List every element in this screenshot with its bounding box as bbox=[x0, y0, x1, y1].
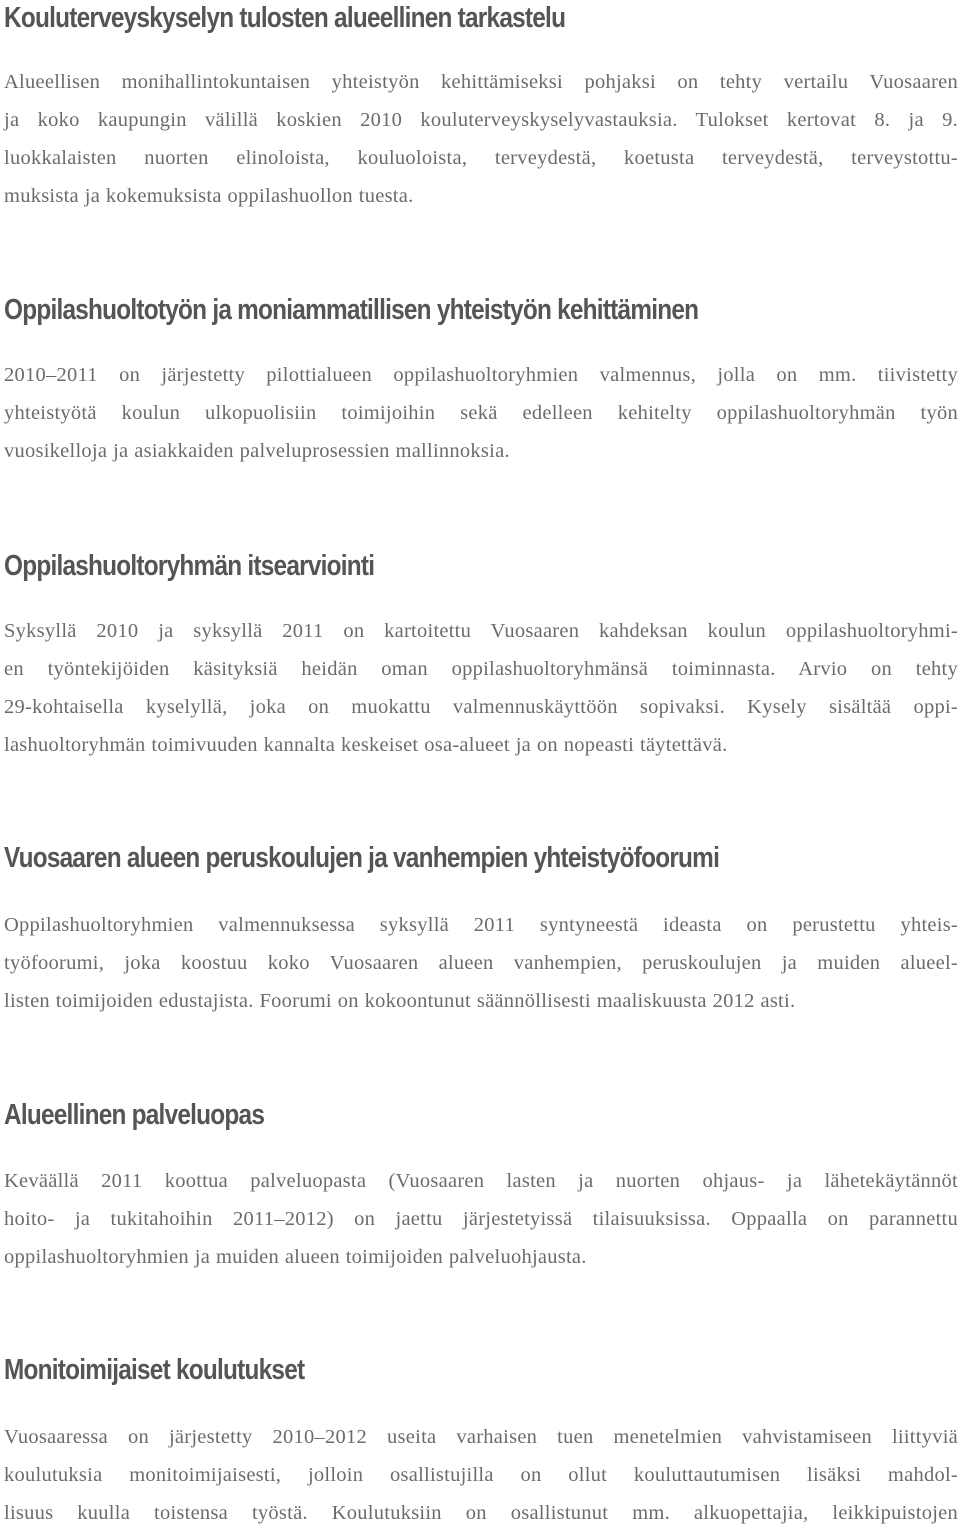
section-heading-koulutukset: Monitoimijaiset koulutukset bbox=[4, 1354, 305, 1386]
body-line: 2010–2011 on järjestetty pilottialueen oppilashuoltoryhmien valmennus, jolla on mm. tiivistetty bbox=[4, 364, 958, 386]
section-heading-itsearviointi: Oppilashuoltoryhmän itsearviointi bbox=[4, 550, 375, 582]
body-line: listen toimijoiden edustajista. Foorumi on kokoontunut säännöllisesti maaliskuusta 2012 asti. bbox=[4, 990, 796, 1012]
section-body-oppilashuoltotyo bbox=[4, 356, 958, 470]
section-heading-yhteistyofoorumi: Vuosaaren alueen peruskoulujen ja vanhempien yhteistyöfoorumi bbox=[4, 842, 720, 874]
section-body-kouluterveyskysely bbox=[4, 63, 958, 215]
body-line: muksista ja kokemuksista oppilashuollon tuesta. bbox=[4, 185, 414, 207]
body-line: työfoorumi, joka koostuu koko Vuosaaren alueen vanhempien, peruskoulujen ja muiden alueel- bbox=[4, 952, 958, 974]
body-line: ja koko kaupungin välillä koskien 2010 kouluterveyskyselyvastauksia. Tulokset kertovat 8. ja 9. bbox=[4, 109, 958, 131]
section-body-palveluopas bbox=[4, 1162, 958, 1276]
body-line: Syksyllä 2010 ja syksyllä 2011 on kartoitettu Vuosaaren kahdeksan koulun oppilashuoltoryhmi- bbox=[4, 620, 958, 642]
body-line: Keväällä 2011 koottua palveluopasta (Vuosaaren lasten ja nuorten ohjaus- ja lähetekäytännöt bbox=[4, 1170, 958, 1192]
section-body-itsearviointi bbox=[4, 612, 958, 764]
section-body-koulutukset bbox=[4, 1418, 958, 1532]
section-body-yhteistyofoorumi bbox=[4, 906, 958, 1020]
body-line: oppilashuoltoryhmien ja muiden alueen toimijoiden palveluohjausta. bbox=[4, 1246, 587, 1268]
body-line: lisuus kuulla toistensa työstä. Koulutuksiin on osallistunut mm. alkuopettajia, leikkipuistojen bbox=[4, 1502, 958, 1524]
section-heading-oppilashuoltotyo: Oppilashuoltotyön ja moniammatillisen yhteistyön kehittäminen bbox=[4, 294, 699, 326]
body-line: en työntekijöiden käsityksiä heidän oman oppilashuoltoryhmänsä toiminnasta. Arvio on tehty bbox=[4, 658, 958, 680]
body-line: lashuoltoryhmän toimivuuden kannalta keskeiset osa-alueet ja on nopeasti täytettävä. bbox=[4, 734, 728, 756]
section-heading-palveluopas: Alueellinen palveluopas bbox=[4, 1099, 265, 1131]
body-line: koulutuksia monitoimijaisesti, jolloin osallistujilla on ollut kouluttautumisen lisäksi mahdol- bbox=[4, 1464, 958, 1486]
body-line: luokkalaisten nuorten elinoloista, kouluoloista, terveydestä, koetusta terveydestä, terveystottu- bbox=[4, 147, 958, 169]
body-line: vuosikelloja ja asiakkaiden palveluprosessien mallinnoksia. bbox=[4, 440, 510, 462]
body-line: 29-kohtaisella kyselyllä, joka on muokattu valmennuskäyttöön sopivaksi. Kysely sisältää oppi- bbox=[4, 696, 958, 718]
body-line: hoito- ja tukitahoihin 2011–2012) on jaettu järjestetyissä tilaisuuksissa. Oppaalla on parannettu bbox=[4, 1208, 958, 1230]
body-line: Alueellisen monihallintokuntaisen yhteistyön kehittämiseksi pohjaksi on tehty vertailu Vuosaaren bbox=[4, 71, 958, 93]
body-line: yhteistyötä koulun ulkopuolisiin toimijoihin sekä edelleen kehitelty oppilashuoltoryhmän työn bbox=[4, 402, 958, 424]
body-line: Oppilashuoltoryhmien valmennuksessa syksyllä 2011 syntyneestä ideasta on perustettu yhteis- bbox=[4, 914, 958, 936]
body-line: Vuosaaressa on järjestetty 2010–2012 useita varhaisen tuen menetelmien vahvistamiseen liittyviä bbox=[4, 1426, 958, 1448]
section-heading-kouluterveyskysely: Kouluterveyskyselyn tulosten alueellinen tarkastelu bbox=[4, 2, 566, 34]
